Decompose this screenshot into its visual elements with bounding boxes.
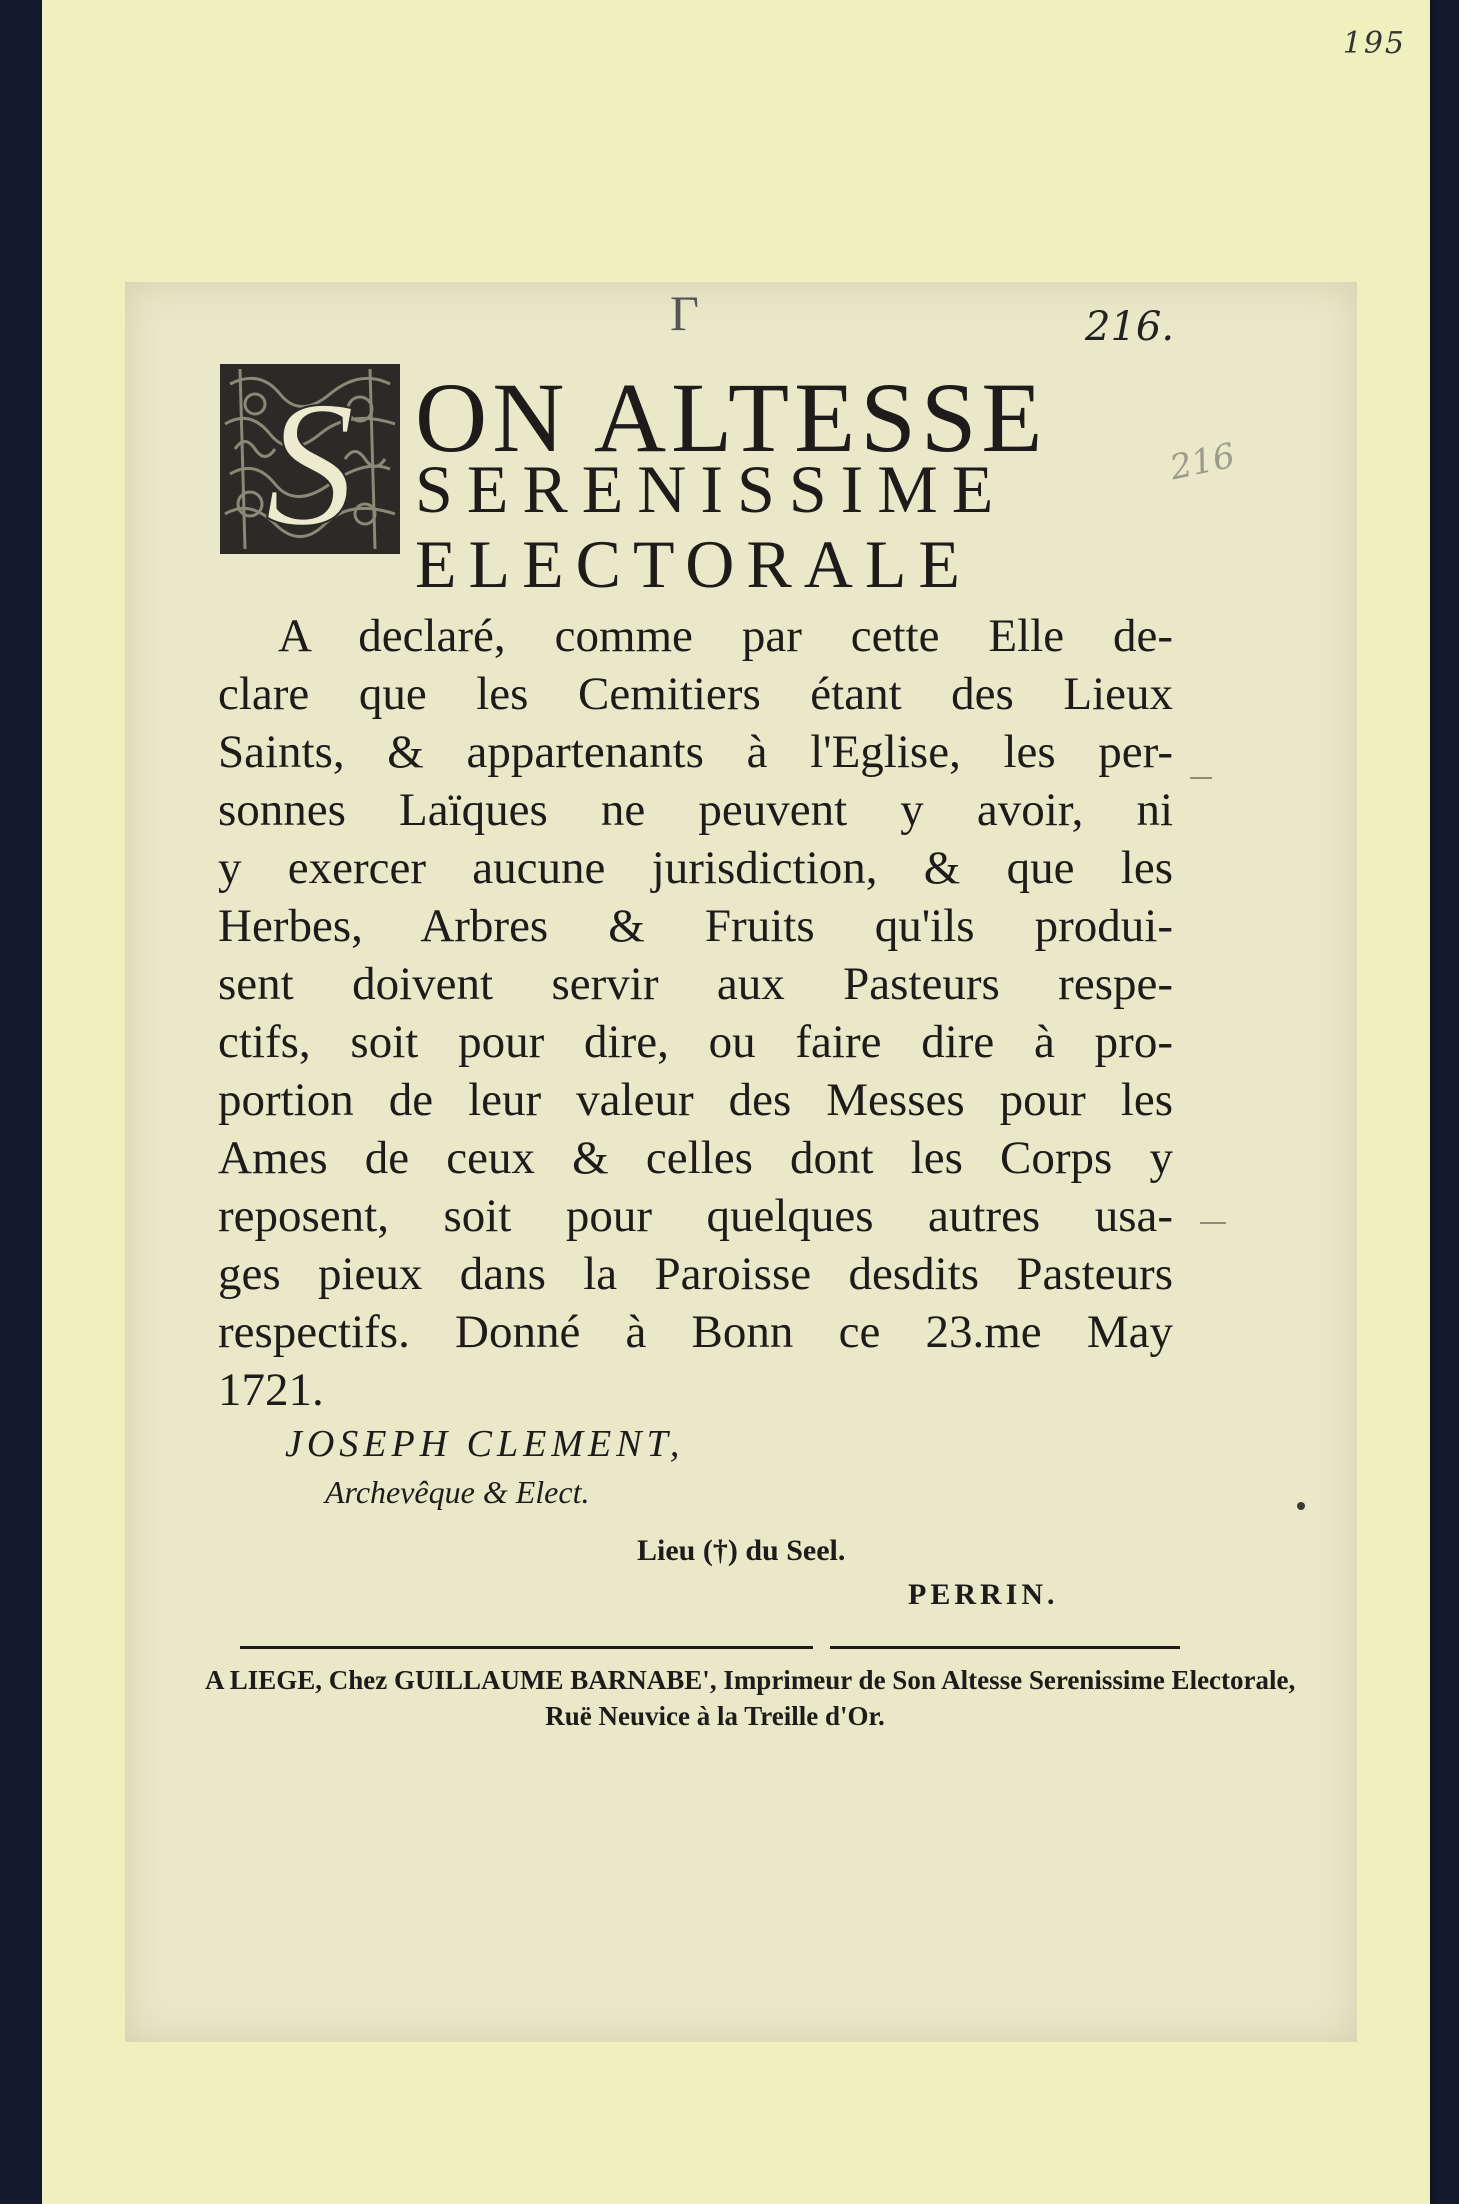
mount-board [42,0,1430,2204]
body-line: ctifs, soit pour dire, ou faire dire à pro- [218,1016,1173,1068]
body-line: respectifs. Donné à Bonn ce 23.me May [218,1306,1173,1358]
sheet-number-ink: 216. [1085,304,1175,350]
body-line: sent doivent servir aux Pasteurs respe- [218,958,1173,1010]
body-line: reposent, soit pour quelques autres usa- [218,1190,1173,1242]
divider-rule-left [240,1646,813,1649]
title-line-3: ELECTORALE [415,526,972,602]
title-line-1: ON ALTESSE [415,362,1048,473]
body-line: A declaré, comme par cette Elle de- [278,610,1173,662]
body-line: y exercer aucune jurisdiction, & que les [218,842,1173,894]
title-line-2: SERENISSIME [415,451,1008,527]
seal-note: Lieu (†) du Seel. [637,1534,846,1567]
body-line: portion de leur valeur des Messes pour les [218,1074,1173,1126]
signatory-name: JOSEPH CLEMENT, [285,1423,685,1465]
body-line: Herbes, Arbres & Fruits qu'ils produi- [218,900,1173,952]
decree-body [218,607,1173,1419]
sheet-number-pencil: 216 [1166,435,1239,489]
ink-speck [1297,1502,1305,1510]
document-sheet [125,282,1357,2042]
body-line: Ames de ceux & celles dont les Corps y [218,1132,1173,1184]
body-line: Saints, & appartenants à l'Eglise, les per- [218,726,1173,778]
printer-imprint [205,1662,1296,1734]
dropcap-letter: S [265,364,355,554]
ornamental-dropcap-s [220,364,400,554]
imprint-line-1: A LIEGE, Chez GUILLAUME BARNABE', Imprimeur de Son Altesse Serenissime Electorale, [205,1665,1296,1695]
body-line: clare que les Cemitiers étant des Lieux [218,668,1173,720]
body-line: 1721. [218,1364,324,1416]
imprint-line-2: Ruë Neuvice à la Treille d'Or. [545,1701,885,1731]
countersignature: PERRIN. [908,1578,1059,1611]
signatory-title: Archevêque & Elect. [325,1474,590,1510]
margin-tick [1190,777,1212,779]
divider-rule-right [830,1646,1180,1649]
body-line: sonnes Laïques ne peuvent y avoir, ni [218,784,1173,836]
mount-number: 195 [1342,26,1406,61]
body-line: ges pieux dans la Paroisse desdits Pasteurs [218,1248,1173,1300]
pencil-mark: Γ [670,285,699,341]
margin-tick [1200,1222,1226,1224]
